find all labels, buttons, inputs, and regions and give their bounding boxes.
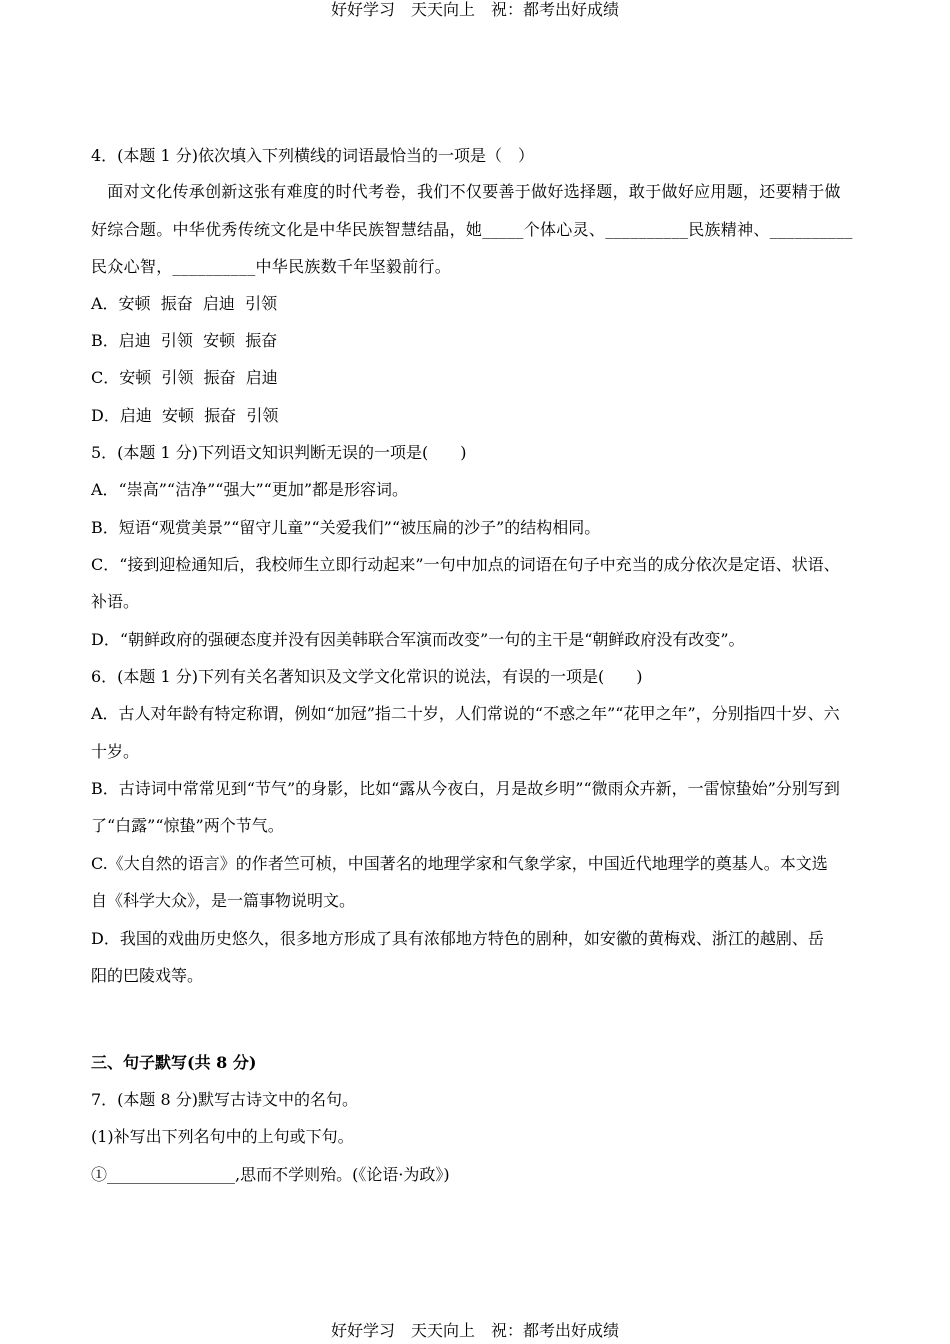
question-6-option-a-line-1: A．古人对年龄有特定称谓，例如“加冠”指二十岁，人们常说的“不惑之年”“花甲之年”，分别指四十岁、六	[91, 704, 840, 723]
question-4-option-a: A．安顿 振奋 启迪 引领	[91, 294, 278, 313]
question-4-option-d: D．启迪 安顿 振奋 引领	[91, 406, 279, 425]
question-5-option-c-line-2: 补语。	[91, 592, 140, 611]
question-4-stem: 4．(本题 1 分)依次填入下列横线的词语最恰当的一项是（ ）	[91, 146, 535, 165]
question-4-passage-line-2: 好综合题。中华优秀传统文化是中华民族智慧结晶，她_____个体心灵、__________民族精神、__________	[91, 220, 853, 239]
question-4-option-c: C．安顿 引领 振奋 启迪	[91, 368, 278, 387]
question-4-passage-line-3: 民众心智，__________中华民族数千年坚毅前行。	[91, 257, 452, 276]
question-4-option-b: B．启迪 引领 安顿 振奋	[91, 331, 278, 350]
question-5-option-a: A．“崇高”“洁净”“强大”“更加”都是形容词。	[91, 480, 408, 499]
question-7-stem: 7．(本题 8 分)默写古诗文中的名句。	[91, 1090, 359, 1109]
page-header: 好好学习 天天向上 祝：都考出好成绩	[330, 0, 619, 19]
question-5-option-d: D．“朝鲜政府的强硬态度并没有因美韩联合军演而改变”一句的主干是“朝鲜政府没有改变”。	[91, 630, 745, 649]
page-footer: 好好学习 天天向上 祝：都考出好成绩	[330, 1321, 619, 1340]
question-6-option-c-line-1: C.《大自然的语言》的作者竺可桢，中国著名的地理学家和气象学家，中国近代地理学的奠基人。本文选	[91, 854, 828, 873]
question-7-part-1: (1)补写出下列名句中的上句或下句。	[91, 1127, 354, 1146]
question-5-stem: 5．(本题 1 分)下列语文知识判断无误的一项是( )	[91, 443, 467, 462]
question-6-option-c-line-2: 自《科学大众》，是一篇事物说明文。	[91, 891, 356, 910]
question-5-option-c-line-1: C．“接到迎检通知后，我校师生立即行动起来”一句中加点的词语在句子中充当的成分依次是定语、状语、	[91, 555, 840, 574]
question-7-item-1: ①________________,思而不学则殆。(《论语·为政》)	[91, 1165, 450, 1184]
question-6-option-d-line-1: D．我国的戏曲历史悠久，很多地方形成了具有浓郁地方特色的剧种，如安徽的黄梅戏、浙江的越剧、岳	[91, 929, 824, 948]
question-6-option-b-line-1: B．古诗词中常常见到“节气”的身影，比如“露从今夜白，月是故乡明”“微雨众卉新，一雷惊蛰始”分别写到	[91, 779, 840, 798]
question-4-passage-line-1: 面对文化传承创新这张有难度的时代考卷，我们不仅要善于做好选择题，敢于做好应用题，还要精于做	[91, 182, 841, 201]
question-6-option-a-line-2: 十岁。	[91, 742, 140, 761]
question-5-option-b: B．短语“观赏美景”“留守儿童”“关爱我们”“被压扁的沙子”的结构相同。	[91, 518, 601, 537]
question-6-option-b-line-2: 了“白露”“惊蛰”两个节气。	[91, 816, 284, 835]
question-6-stem: 6．(本题 1 分)下列有关名著知识及文学文化常识的说法，有误的一项是( )	[91, 667, 643, 686]
section-3-heading: 三、句子默写(共 8 分)	[91, 1053, 257, 1072]
question-6-option-d-line-2: 阳的巴陵戏等。	[91, 966, 204, 985]
